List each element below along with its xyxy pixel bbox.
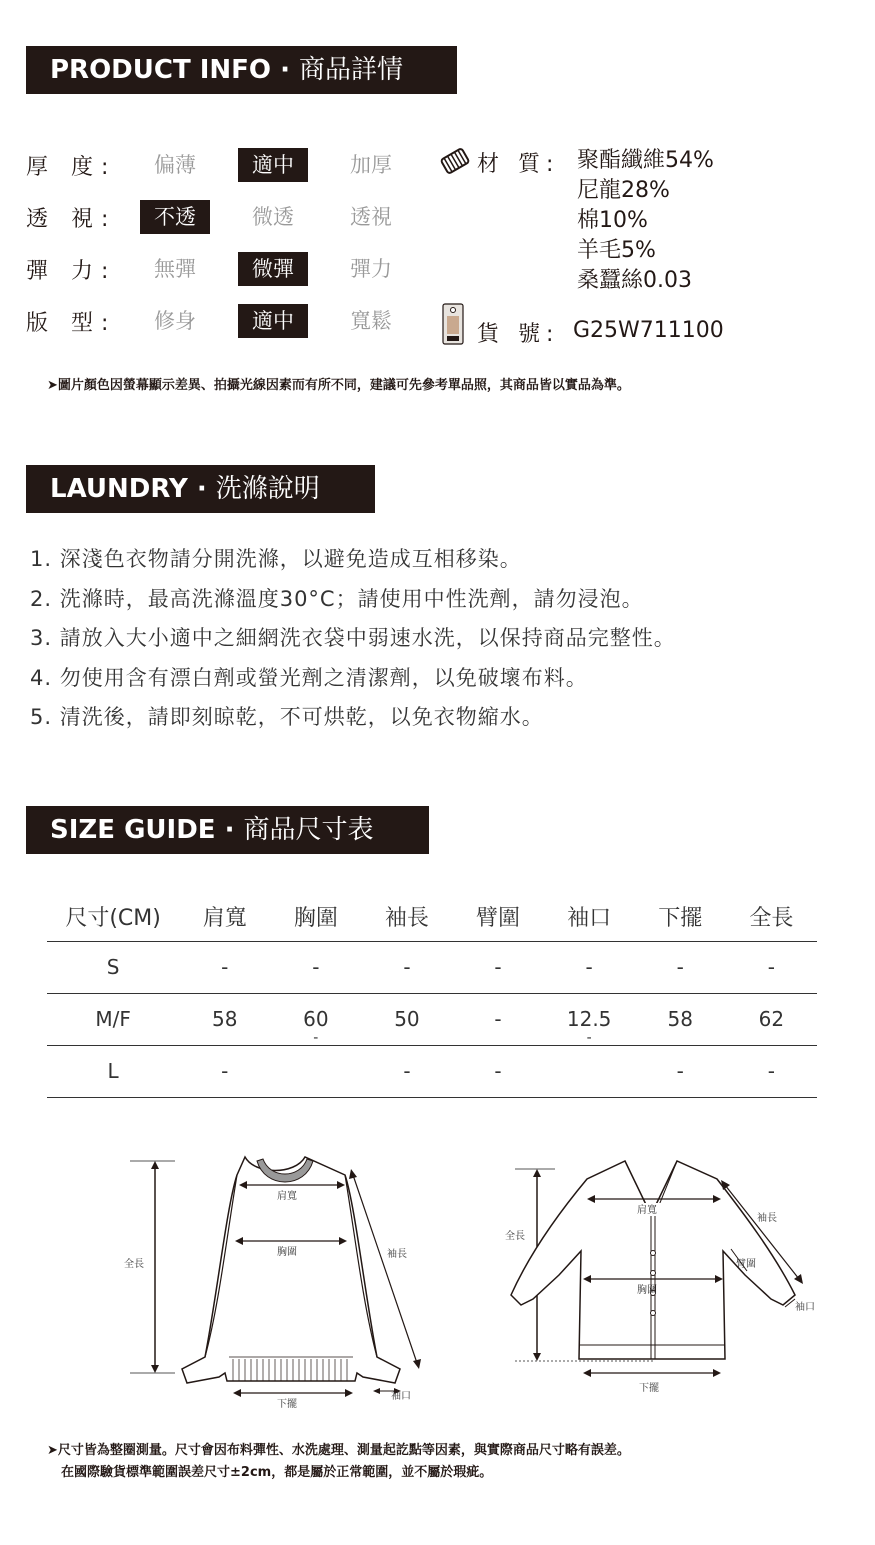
thread-spool-icon xyxy=(437,147,473,175)
material-label: 材 質: xyxy=(477,152,560,177)
size-table xyxy=(47,893,817,1098)
size-value: - xyxy=(494,1007,502,1031)
product-info-heading-zh: 商品詳情 xyxy=(299,55,404,85)
attribute-label: 彈 力: xyxy=(26,258,117,284)
size-value: - xyxy=(403,1059,411,1083)
heading-separator: · xyxy=(215,815,244,845)
product-info-heading-en: PRODUCT INFO xyxy=(50,55,272,85)
size-column-header: 臂圍 xyxy=(452,893,543,941)
cardigan-measurement-diagram xyxy=(495,1155,835,1400)
size-value-cell xyxy=(270,941,361,993)
shoulder-label: 肩寬 xyxy=(637,1205,657,1216)
size-note-1: ➤尺寸皆為整圈測量。尺寸會因布料彈性、水洗處理、測量起訖點等因素，與實際商品尺寸略有誤差。 xyxy=(47,1443,630,1458)
size-value: - xyxy=(403,955,411,979)
laundry-heading-zh: 洗滌說明 xyxy=(215,474,320,504)
sku-label: 貨 號: xyxy=(477,322,560,347)
size-value: 12.5 xyxy=(566,1007,612,1031)
attribute-option: 透視 xyxy=(350,205,392,229)
size-value-sub: - xyxy=(313,1029,319,1046)
material-line: 羊毛5% xyxy=(577,238,656,263)
attribute-row xyxy=(26,251,420,287)
laundry-heading-en: LAUNDRY xyxy=(50,474,188,504)
shoulder-label: 肩寬 xyxy=(277,1191,297,1202)
size-value-cell xyxy=(361,993,452,1045)
size-value: 60 xyxy=(303,1007,329,1031)
heading-separator: · xyxy=(187,474,216,504)
material-line: 桑蠶絲0.03 xyxy=(577,268,692,293)
size-guide-heading-en: SIZE GUIDE xyxy=(50,815,216,845)
size-value-cell xyxy=(179,1045,270,1097)
size-label-cell: S xyxy=(47,941,179,993)
size-value: 50 xyxy=(394,1007,420,1031)
size-value: - xyxy=(767,1059,776,1083)
size-value-cell xyxy=(726,993,817,1045)
attribute-label: 厚 度: xyxy=(26,154,117,180)
size-value: - xyxy=(312,955,320,979)
size-column-header: 肩寬 xyxy=(179,893,270,941)
size-row xyxy=(47,1045,817,1097)
attribute-option: 微透 xyxy=(252,205,294,229)
size-value-cell xyxy=(726,1045,817,1097)
size-value-cell xyxy=(361,941,452,993)
size-guide-heading xyxy=(26,806,429,854)
size-value-cell xyxy=(726,941,817,993)
laundry-instructions xyxy=(30,540,676,738)
size-value: - xyxy=(676,955,684,979)
attribute-row xyxy=(26,303,420,339)
material-values xyxy=(577,146,714,296)
sleeve-label: 袖長 xyxy=(757,1213,777,1224)
size-value-cell xyxy=(452,941,543,993)
size-value: - xyxy=(221,955,229,979)
attribute-option-selected: 適中 xyxy=(238,304,308,338)
chest-label: 胸圍 xyxy=(637,1285,657,1296)
size-value: 58 xyxy=(211,1007,238,1031)
sleeve-label: 袖長 xyxy=(387,1249,407,1260)
size-column-header: 胸圍 xyxy=(270,893,361,941)
size-value: - xyxy=(494,955,502,979)
size-column-header: 袖口 xyxy=(544,893,635,941)
size-value-cell xyxy=(635,941,726,993)
size-value: - xyxy=(676,1059,684,1083)
sku-value: G25W711100 xyxy=(573,318,724,343)
attribute-option: 無彈 xyxy=(154,257,196,281)
size-guide-heading-zh: 商品尺寸表 xyxy=(243,815,374,845)
size-label-cell: L xyxy=(47,1045,179,1097)
hem-label: 下擺 xyxy=(277,1399,297,1410)
size-value-cell xyxy=(635,993,726,1045)
size-column-header: 下擺 xyxy=(635,893,726,941)
product-info-heading xyxy=(26,46,457,94)
attribute-option: 彈力 xyxy=(350,257,392,281)
size-value: 58 xyxy=(667,1007,693,1031)
attribute-option-selected: 不透 xyxy=(140,200,210,234)
laundry-item: 2. 洗滌時，最高洗滌溫度30°C；請使用中性洗劑，請勿浸泡。 xyxy=(30,586,644,611)
size-value-cell xyxy=(544,993,635,1045)
size-column-header: 全長 xyxy=(726,893,817,941)
size-value: - xyxy=(221,1059,229,1083)
material-line: 聚酯纖維54% xyxy=(577,148,714,173)
attribute-option: 偏薄 xyxy=(154,153,196,177)
attribute-option-selected: 微彈 xyxy=(238,252,308,286)
attribute-label: 版 型: xyxy=(26,310,117,336)
tag-icon xyxy=(440,302,466,346)
size-value: - xyxy=(585,955,593,979)
size-value: - xyxy=(494,1059,502,1083)
sweater-measurement-diagram xyxy=(115,1145,435,1415)
material-line: 尼龍28% xyxy=(577,178,670,203)
size-column-header: 袖長 xyxy=(361,893,452,941)
cuff-label: 袖口 xyxy=(795,1302,815,1313)
size-note-2: 在國際驗貨標準範圍誤差尺寸±2cm，都是屬於正常範圍，並不屬於瑕疵。 xyxy=(61,1465,493,1480)
laundry-item: 4. 勿使用含有漂白劑或螢光劑之清潔劑，以免破壞布料。 xyxy=(30,665,588,690)
color-disclaimer: ➤圖片顏色因螢幕顯示差異、拍攝光線因素而有所不同，建議可先參考單品照，其商品皆以實品為準。 xyxy=(47,378,630,393)
laundry-item: 1. 深淺色衣物請分開洗滌，以避免造成互相移染。 xyxy=(30,547,522,571)
size-value-cell xyxy=(361,1045,452,1097)
laundry-item: 3. 請放入大小適中之細網洗衣袋中弱速水洗，以保持商品完整性。 xyxy=(30,626,676,650)
size-row xyxy=(47,941,817,993)
cuff-label: 袖口 xyxy=(391,1391,411,1402)
attribute-label: 透 視: xyxy=(26,206,117,232)
length-label: 全長 xyxy=(124,1259,144,1270)
laundry-item: 5. 清洗後，請即刻晾乾，不可烘乾，以免衣物縮水。 xyxy=(30,705,544,729)
size-value-cell xyxy=(270,993,361,1045)
size-value-cell xyxy=(544,941,635,993)
size-table-header xyxy=(47,893,817,941)
attribute-option: 加厚 xyxy=(350,153,392,177)
heading-separator: · xyxy=(271,55,300,85)
size-value: 62 xyxy=(758,1007,785,1031)
hem-label: 下擺 xyxy=(639,1383,659,1394)
size-value-cell xyxy=(452,1045,543,1097)
attribute-option: 寬鬆 xyxy=(350,309,392,333)
laundry-heading xyxy=(26,465,375,513)
size-value-cell xyxy=(270,1045,361,1097)
size-value-cell xyxy=(179,941,270,993)
attribute-row xyxy=(26,147,420,183)
length-label: 全長 xyxy=(505,1231,525,1242)
size-column-header: 尺寸(CM) xyxy=(47,893,179,941)
chest-label: 胸圍 xyxy=(277,1247,297,1258)
size-value: - xyxy=(767,955,776,979)
arm-label: 臂圍 xyxy=(736,1259,756,1270)
size-row xyxy=(47,993,817,1045)
attribute-row xyxy=(26,199,420,235)
size-value-cell xyxy=(635,1045,726,1097)
size-value-sub: - xyxy=(586,1029,592,1046)
size-value-cell xyxy=(179,993,270,1045)
size-label-cell: M/F xyxy=(47,993,179,1045)
size-value-cell xyxy=(452,993,543,1045)
material-line: 棉10% xyxy=(577,208,648,233)
attribute-option: 修身 xyxy=(154,309,196,333)
attribute-option-selected: 適中 xyxy=(238,148,308,182)
size-value-cell xyxy=(544,1045,635,1097)
